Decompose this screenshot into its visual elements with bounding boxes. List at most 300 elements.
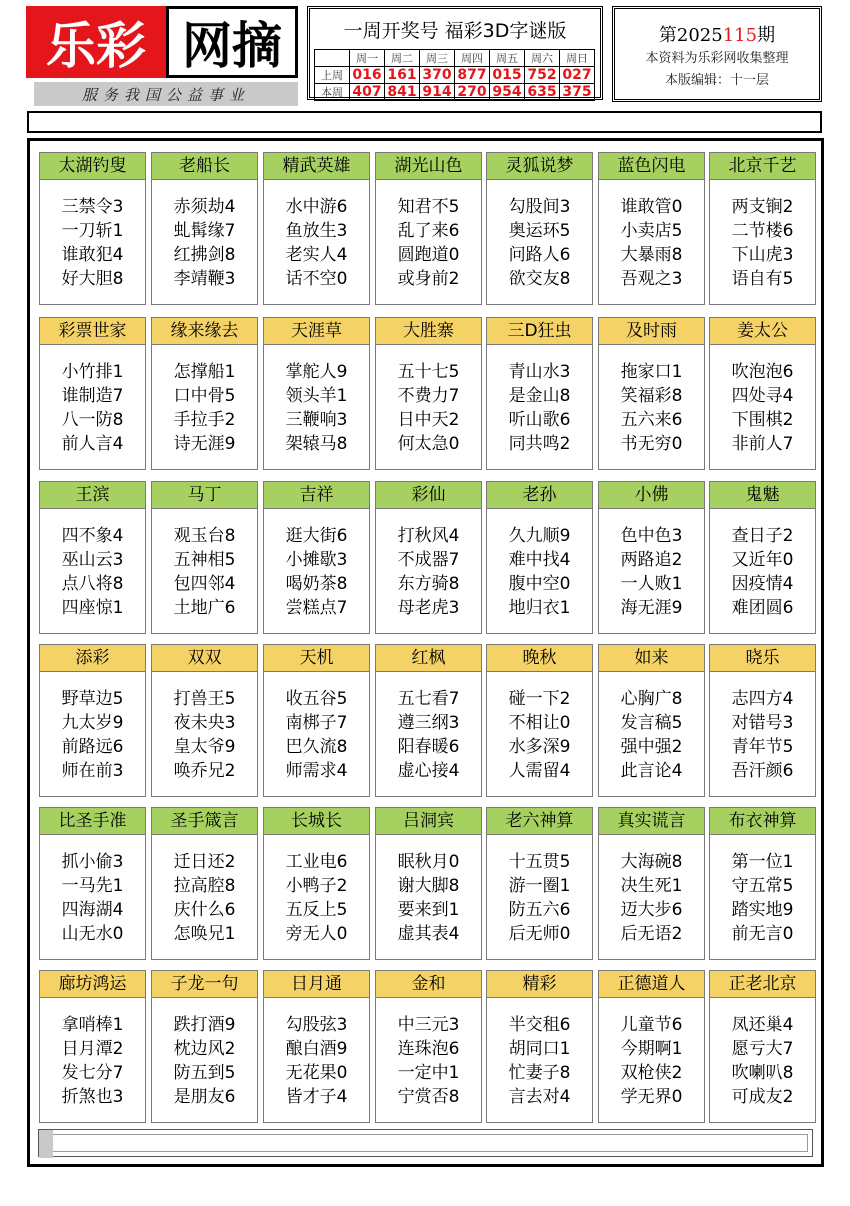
- puzzle-line: 五反上5: [285, 900, 348, 920]
- this-week-row: [315, 84, 595, 101]
- last-week-number: 877: [455, 67, 490, 84]
- puzzle-cell: [263, 644, 370, 797]
- last-week-number: 015: [490, 67, 525, 84]
- puzzle-line: 谁制造7: [61, 386, 124, 406]
- puzzle-line: 色中色3: [620, 526, 683, 546]
- puzzle-line: 迈大步6: [620, 900, 683, 920]
- puzzle-line: 不成器7: [397, 550, 460, 570]
- puzzle-author: 红枫: [376, 645, 481, 672]
- puzzle-line: 二节楼6: [731, 221, 794, 241]
- puzzle-author: 湖光山色: [376, 153, 481, 180]
- puzzle-cell: [151, 317, 258, 470]
- puzzle-author: 日月通: [264, 971, 369, 998]
- puzzle-line: 胡同口1: [508, 1039, 571, 1059]
- puzzle-cell: [39, 481, 146, 634]
- puzzle-lines: [152, 850, 257, 946]
- puzzle-line: 奥运环5: [508, 221, 571, 241]
- puzzle-cell: [486, 644, 593, 797]
- puzzle-lines: [376, 687, 481, 783]
- puzzle-lines: [376, 850, 481, 946]
- footer-bar: [38, 1129, 813, 1157]
- puzzle-lines: [40, 850, 145, 946]
- puzzle-lines: [40, 1013, 145, 1109]
- puzzle-cell: [39, 317, 146, 470]
- puzzle-lines: [599, 850, 704, 946]
- puzzle-line: 好大胆8: [61, 269, 124, 289]
- logo-slogan: 服务我国公益事业: [34, 82, 298, 106]
- puzzle-line: 一刀斩1: [61, 221, 124, 241]
- puzzle-cell: [709, 317, 816, 470]
- puzzle-lines: [264, 687, 369, 783]
- weekly-draw-box: [307, 6, 603, 100]
- puzzle-lines: [152, 1013, 257, 1109]
- puzzle-line: 勾股弦3: [285, 1015, 348, 1035]
- source-note: 本资料为乐彩网收集整理: [645, 51, 789, 66]
- puzzle-line: 发七分7: [61, 1063, 124, 1083]
- puzzle-lines: [599, 195, 704, 291]
- puzzle-author: 三D狂虫: [487, 318, 592, 345]
- puzzle-line: 双枪侠2: [620, 1063, 683, 1083]
- puzzle-line: 发言稿5: [620, 713, 683, 733]
- weekly-draw-table: [314, 49, 595, 101]
- puzzle-line: 野草边5: [61, 689, 124, 709]
- puzzle-line: 书无穷0: [620, 434, 683, 454]
- puzzle-line: 心胸广8: [620, 689, 683, 709]
- puzzle-author: 彩票世家: [40, 318, 145, 345]
- puzzle-line: 拖家口1: [620, 362, 683, 382]
- puzzle-line: 听山歌6: [508, 410, 571, 430]
- puzzle-author: 精彩: [487, 971, 592, 998]
- puzzle-cell: [263, 317, 370, 470]
- puzzle-line: 眠秋月0: [397, 852, 460, 872]
- day-header: 周四: [455, 50, 490, 67]
- puzzle-line: 吾汗颜6: [731, 761, 794, 781]
- puzzle-lines: [487, 1013, 592, 1109]
- last-week-number: 016: [350, 67, 385, 84]
- puzzle-line: 或身前2: [397, 269, 460, 289]
- day-header-row: [315, 50, 595, 67]
- footer-inner: [43, 1134, 808, 1152]
- puzzle-author: 比圣手准: [40, 808, 145, 835]
- puzzle-line: 枕边风2: [173, 1039, 236, 1059]
- puzzle-line: 小鸭子2: [285, 876, 348, 896]
- this-week-number: 407: [350, 84, 385, 101]
- puzzle-line: 阳春暖6: [397, 737, 460, 757]
- puzzle-lines: [40, 360, 145, 456]
- banner-bar: [27, 111, 822, 133]
- puzzle-lines: [710, 524, 815, 620]
- puzzle-lines: [599, 360, 704, 456]
- puzzle-line: 南梆子7: [285, 713, 348, 733]
- puzzle-line: 大暴雨8: [620, 245, 683, 265]
- puzzle-line: 日月潭2: [61, 1039, 124, 1059]
- puzzle-cell: [486, 152, 593, 305]
- puzzle-line: 志四方4: [731, 689, 794, 709]
- issue-suffix: 期: [757, 25, 776, 46]
- puzzle-lines: [152, 524, 257, 620]
- puzzle-cell: [39, 644, 146, 797]
- puzzle-author: 蓝色闪电: [599, 153, 704, 180]
- puzzle-line: 四不象4: [61, 526, 124, 546]
- puzzle-line: 虬髯缘7: [173, 221, 236, 241]
- puzzle-line: 游一圈1: [508, 876, 571, 896]
- puzzle-author: 天涯草: [264, 318, 369, 345]
- puzzle-cell: [709, 807, 816, 960]
- puzzle-line: 拉高腔8: [173, 876, 236, 896]
- puzzle-line: 四海湖4: [61, 900, 124, 920]
- puzzle-line: 九太岁9: [61, 713, 124, 733]
- puzzle-line: 谁敢管0: [620, 197, 683, 217]
- puzzle-author: 灵狐说梦: [487, 153, 592, 180]
- logo-red-text: 乐彩: [26, 6, 166, 78]
- puzzle-line: 点八将8: [61, 574, 124, 594]
- issue-prefix: 第2025: [658, 25, 723, 46]
- puzzle-cell: [709, 970, 816, 1123]
- puzzle-line: 青年节5: [731, 737, 794, 757]
- puzzle-line: 难团圆6: [731, 598, 794, 618]
- puzzle-line: 怎撑船1: [173, 362, 236, 382]
- puzzle-line: 踏实地9: [731, 900, 794, 920]
- puzzle-cell: [263, 807, 370, 960]
- puzzle-author: 添彩: [40, 645, 145, 672]
- editor-note: 本版编辑：十一层: [664, 73, 769, 88]
- puzzle-line: 半交租6: [508, 1015, 571, 1035]
- puzzle-line: 后无师0: [508, 924, 571, 944]
- puzzle-author: 如来: [599, 645, 704, 672]
- puzzle-cell: [375, 644, 482, 797]
- puzzle-line: 师在前3: [61, 761, 124, 781]
- this-week-label: 本周: [315, 84, 350, 101]
- puzzle-line: 包四邻4: [173, 574, 236, 594]
- puzzle-lines: [487, 687, 592, 783]
- puzzle-line: 今期啊1: [620, 1039, 683, 1059]
- puzzle-author: 真实谎言: [599, 808, 704, 835]
- puzzle-line: 跌打酒9: [173, 1015, 236, 1035]
- puzzle-line: 非前人7: [731, 434, 794, 454]
- puzzle-cell: [598, 644, 705, 797]
- puzzle-author: 姜太公: [710, 318, 815, 345]
- puzzle-line: 唤乔兄2: [173, 761, 236, 781]
- puzzle-line: 不相让0: [508, 713, 571, 733]
- puzzle-lines: [40, 195, 145, 291]
- puzzle-lines: [152, 195, 257, 291]
- puzzle-lines: [376, 195, 481, 291]
- puzzle-cell: [151, 481, 258, 634]
- logo: [26, 6, 298, 104]
- puzzle-cell: [709, 481, 816, 634]
- this-week-number: 841: [385, 84, 420, 101]
- puzzle-author: 北京千艺: [710, 153, 815, 180]
- puzzle-line: 诗无涯9: [173, 434, 236, 454]
- puzzle-cell: [375, 970, 482, 1123]
- puzzle-lines: [152, 687, 257, 783]
- puzzle-lines: [599, 687, 704, 783]
- puzzle-cell: [486, 317, 593, 470]
- puzzle-line: 语自有5: [731, 269, 794, 289]
- puzzle-lines: [264, 1013, 369, 1109]
- puzzle-author: 正德道人: [599, 971, 704, 998]
- day-header: 周一: [350, 50, 385, 67]
- puzzle-line: 逛大街6: [285, 526, 348, 546]
- puzzle-cell: [598, 317, 705, 470]
- puzzle-line: 人需留4: [508, 761, 571, 781]
- puzzle-line: 中三元3: [397, 1015, 460, 1035]
- logo-title: [26, 6, 298, 78]
- this-week-number: 270: [455, 84, 490, 101]
- day-header: 周二: [385, 50, 420, 67]
- puzzle-line: 师需求4: [285, 761, 348, 781]
- puzzle-line: 迁日还2: [173, 852, 236, 872]
- puzzle-line: 久九顺9: [508, 526, 571, 546]
- puzzle-line: 小摊歇3: [285, 550, 348, 570]
- puzzle-line: 观玉台8: [173, 526, 236, 546]
- this-week-number: 635: [525, 84, 560, 101]
- day-header: 周日: [560, 50, 595, 67]
- puzzle-line: 勾股间3: [508, 197, 571, 217]
- puzzle-lines: [376, 1013, 481, 1109]
- last-week-number: 027: [560, 67, 595, 84]
- puzzle-line: 海无涯9: [620, 598, 683, 618]
- puzzle-line: 打兽王5: [173, 689, 236, 709]
- puzzle-line: 不费力7: [397, 386, 460, 406]
- puzzle-cell: [486, 807, 593, 960]
- puzzle-line: 吾观之3: [620, 269, 683, 289]
- puzzle-line: 打秋风4: [397, 526, 460, 546]
- puzzle-author: 圣手箴言: [152, 808, 257, 835]
- puzzle-line: 八一防8: [61, 410, 124, 430]
- last-week-number: 161: [385, 67, 420, 84]
- puzzle-author: 长城长: [264, 808, 369, 835]
- puzzle-author: 王滨: [40, 482, 145, 509]
- puzzle-lines: [376, 524, 481, 620]
- puzzle-line: 连珠泡6: [397, 1039, 460, 1059]
- puzzle-line: 两路追2: [620, 550, 683, 570]
- puzzle-line: 决生死1: [620, 876, 683, 896]
- puzzle-line: 是朋友6: [173, 1087, 236, 1107]
- puzzle-cell: [39, 807, 146, 960]
- puzzle-line: 儿童节6: [620, 1015, 683, 1035]
- puzzle-author: 吉祥: [264, 482, 369, 509]
- puzzle-line: 话不空0: [285, 269, 348, 289]
- puzzle-line: 夜未央3: [173, 713, 236, 733]
- weekly-draw-title: 一周开奖号 福彩3D字谜版: [343, 19, 567, 42]
- puzzle-line: 凤还巢4: [731, 1015, 794, 1035]
- puzzle-author: 精武英雄: [264, 153, 369, 180]
- puzzle-line: 掌舵人9: [285, 362, 348, 382]
- puzzle-line: 遵三纲3: [397, 713, 460, 733]
- puzzle-line: 口中骨5: [173, 386, 236, 406]
- puzzle-line: 难中找4: [508, 550, 571, 570]
- puzzle-cell: [486, 481, 593, 634]
- puzzle-line: 一人败1: [620, 574, 683, 594]
- puzzle-author: 老六神算: [487, 808, 592, 835]
- puzzle-lines: [710, 360, 815, 456]
- puzzle-line: 下山虎3: [731, 245, 794, 265]
- puzzle-line: 三禁令3: [61, 197, 124, 217]
- puzzle-line: 三鞭响3: [285, 410, 348, 430]
- puzzle-line: 因疫情4: [731, 574, 794, 594]
- puzzle-line: 吹喇叭8: [731, 1063, 794, 1083]
- puzzle-line: 十五贯5: [508, 852, 571, 872]
- issue-label: [615, 25, 819, 47]
- puzzle-line: 谁敢犯4: [61, 245, 124, 265]
- puzzle-line: 日中天2: [397, 410, 460, 430]
- puzzle-author: 太湖钓叟: [40, 153, 145, 180]
- puzzle-author: 晓乐: [710, 645, 815, 672]
- puzzle-line: 碰一下2: [508, 689, 571, 709]
- puzzle-author: 正老北京: [710, 971, 815, 998]
- puzzle-line: 腹中空0: [508, 574, 571, 594]
- puzzle-line: 土地广6: [173, 598, 236, 618]
- puzzle-lines: [264, 360, 369, 456]
- puzzle-line: 水中游6: [285, 197, 348, 217]
- puzzle-author: 及时雨: [599, 318, 704, 345]
- puzzle-line: 赤须劫4: [173, 197, 236, 217]
- puzzle-line: 抓小偷3: [61, 852, 124, 872]
- day-header: 周六: [525, 50, 560, 67]
- puzzle-author: 缘来缘去: [152, 318, 257, 345]
- puzzle-line: 防五六6: [508, 900, 571, 920]
- puzzle-line: 折煞也3: [61, 1087, 124, 1107]
- puzzle-author: 鬼魅: [710, 482, 815, 509]
- puzzle-line: 母老虎3: [397, 598, 460, 618]
- puzzle-author: 天机: [264, 645, 369, 672]
- puzzle-line: 谢大脚8: [397, 876, 460, 896]
- puzzle-line: 喝奶茶8: [285, 574, 348, 594]
- puzzle-line: 言去对4: [508, 1087, 571, 1107]
- puzzle-author: 廊坊鸿运: [40, 971, 145, 998]
- puzzle-lines: [40, 687, 145, 783]
- puzzle-line: 一定中1: [397, 1063, 460, 1083]
- puzzle-line: 李靖鞭3: [173, 269, 236, 289]
- puzzle-line: 庆什么6: [173, 900, 236, 920]
- puzzle-line: 五神相5: [173, 550, 236, 570]
- puzzle-lines: [710, 195, 815, 291]
- puzzle-lines: [710, 1013, 815, 1109]
- puzzle-line: 笑福彩8: [620, 386, 683, 406]
- puzzle-cell: [598, 481, 705, 634]
- puzzle-line: 手拉手2: [173, 410, 236, 430]
- puzzle-lines: [264, 524, 369, 620]
- puzzle-lines: [487, 360, 592, 456]
- puzzle-line: 四处寻4: [731, 386, 794, 406]
- puzzle-line: 第一位1: [731, 852, 794, 872]
- puzzle-cell: [375, 481, 482, 634]
- puzzle-line: 山无水0: [61, 924, 124, 944]
- puzzle-line: 乱了来6: [397, 221, 460, 241]
- puzzle-lines: [710, 850, 815, 946]
- puzzle-author: 小佛: [599, 482, 704, 509]
- puzzle-line: 东方骑8: [397, 574, 460, 594]
- puzzle-line: 小卖店5: [620, 221, 683, 241]
- last-week-number: 752: [525, 67, 560, 84]
- puzzle-cell: [486, 970, 593, 1123]
- puzzle-cell: [151, 970, 258, 1123]
- puzzle-line: 下围棋2: [731, 410, 794, 430]
- puzzle-cell: [375, 807, 482, 960]
- puzzle-line: 欲交友8: [508, 269, 571, 289]
- day-header: 周五: [490, 50, 525, 67]
- puzzle-author: 子龙一句: [152, 971, 257, 998]
- puzzle-line: 学无界0: [620, 1087, 683, 1107]
- logo-white-text: 网摘: [166, 6, 298, 78]
- puzzle-line: 巫山云3: [61, 550, 124, 570]
- puzzle-cell: [375, 317, 482, 470]
- puzzle-line: 愿亏大7: [731, 1039, 794, 1059]
- puzzle-line: 怎唤兄1: [173, 924, 236, 944]
- last-week-row: [315, 67, 595, 84]
- puzzle-line: 红拂剑8: [173, 245, 236, 265]
- puzzle-line: 知君不5: [397, 197, 460, 217]
- puzzle-line: 尝糕点7: [285, 598, 348, 618]
- this-week-number: 914: [420, 84, 455, 101]
- puzzle-line: 问路人6: [508, 245, 571, 265]
- puzzle-cell: [709, 644, 816, 797]
- puzzle-cell: [263, 152, 370, 305]
- last-week-label: 上周: [315, 67, 350, 84]
- this-week-number: 375: [560, 84, 595, 101]
- puzzle-line: 前路远6: [61, 737, 124, 757]
- puzzle-lines: [599, 1013, 704, 1109]
- puzzle-line: 旁无人0: [285, 924, 348, 944]
- issue-info-box: [612, 6, 822, 102]
- puzzle-line: 皆才子4: [285, 1087, 348, 1107]
- puzzle-lines: [376, 360, 481, 456]
- puzzle-line: 同共鸣2: [508, 434, 571, 454]
- puzzle-line: 五七看7: [397, 689, 460, 709]
- puzzle-lines: [599, 524, 704, 620]
- puzzle-author: 老船长: [152, 153, 257, 180]
- puzzle-line: 工业电6: [285, 852, 348, 872]
- puzzle-line: 老实人4: [285, 245, 348, 265]
- puzzle-line: 吹泡泡6: [731, 362, 794, 382]
- puzzle-line: 圆跑道0: [397, 245, 460, 265]
- puzzle-line: 青山水3: [508, 362, 571, 382]
- puzzle-author: 彩仙: [376, 482, 481, 509]
- puzzle-cell: [39, 152, 146, 305]
- puzzle-line: 巴久流8: [285, 737, 348, 757]
- puzzle-lines: [487, 195, 592, 291]
- puzzle-line: 此言论4: [620, 761, 683, 781]
- puzzle-line: 后无语2: [620, 924, 683, 944]
- puzzle-line: 架辕马8: [285, 434, 348, 454]
- puzzle-author: 布衣神算: [710, 808, 815, 835]
- issue-number: 115: [722, 25, 758, 46]
- puzzle-author: 老孙: [487, 482, 592, 509]
- puzzle-line: 要来到1: [397, 900, 460, 920]
- puzzle-lines: [152, 360, 257, 456]
- puzzle-line: 虚心接4: [397, 761, 460, 781]
- puzzle-lines: [264, 195, 369, 291]
- puzzle-author: 吕洞宾: [376, 808, 481, 835]
- puzzle-lines: [487, 850, 592, 946]
- puzzle-cell: [151, 152, 258, 305]
- puzzle-cell: [263, 970, 370, 1123]
- puzzle-line: 五十七5: [397, 362, 460, 382]
- puzzle-lines: [264, 850, 369, 946]
- puzzle-line: 可成友2: [731, 1087, 794, 1107]
- puzzle-line: 拿哨棒1: [61, 1015, 124, 1035]
- puzzle-grid: [27, 138, 824, 1167]
- puzzle-lines: [40, 524, 145, 620]
- puzzle-line: 强中强2: [620, 737, 683, 757]
- puzzle-line: 收五谷5: [285, 689, 348, 709]
- this-week-number: 954: [490, 84, 525, 101]
- puzzle-line: 大海碗8: [620, 852, 683, 872]
- puzzle-line: 又近年0: [731, 550, 794, 570]
- puzzle-line: 地归衣1: [508, 598, 571, 618]
- puzzle-line: 皇太爷9: [173, 737, 236, 757]
